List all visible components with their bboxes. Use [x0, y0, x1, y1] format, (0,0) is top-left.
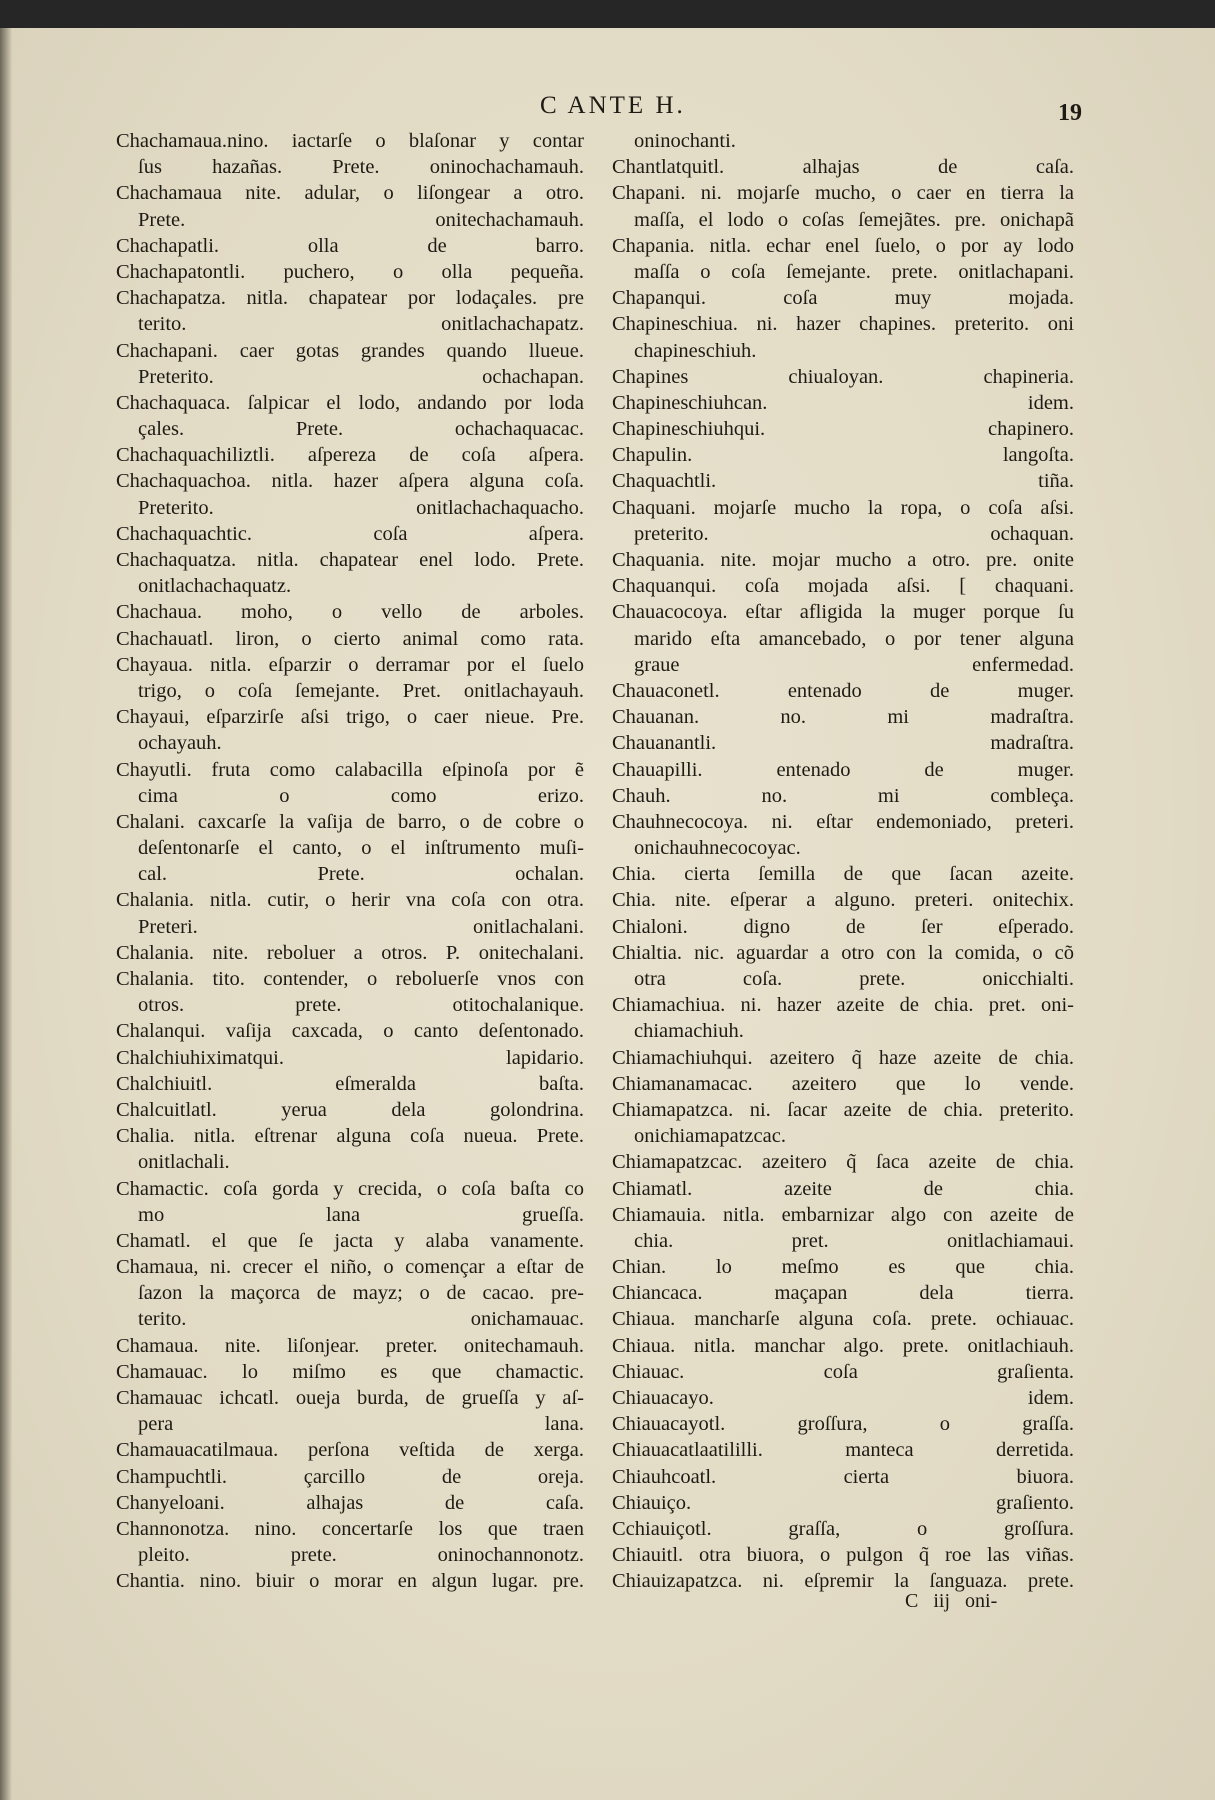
dictionary-entry — [116, 285, 584, 337]
entry-headword-line: Chalchiuitl. eſmeralda baſta. — [116, 1072, 584, 1095]
entry-headword-line: Chiamauia. nitla. embarnizar algo con azeite de — [612, 1203, 1074, 1226]
entry-continuation-line: onichiamapatzcac. — [634, 1125, 786, 1148]
dictionary-entry — [612, 285, 1074, 311]
entry-headword-line: Chachaua. moho, o vello de arboles. — [116, 601, 584, 624]
entry-continuation-line: pera lana. — [138, 1413, 584, 1436]
dictionary-entry — [116, 966, 584, 1018]
entry-headword-line: Chalcuitlatl. yerua dela golondrina. — [116, 1098, 584, 1121]
entry-continuation-line: onitlachachaquatz. — [138, 575, 292, 598]
entry-headword-line: Chalanqui. vaſija caxcada, o canto deſentonado. — [116, 1020, 584, 1043]
dictionary-entry — [612, 154, 1074, 180]
dictionary-entry — [116, 180, 584, 232]
entry-headword-line: Chiamachiua. ni. hazer azeite de chia. pret. oni- — [612, 994, 1074, 1017]
entry-headword-line: Chian. lo meſmo es que chia. — [612, 1256, 1074, 1279]
dictionary-entry — [612, 861, 1074, 887]
scan-top-border — [0, 0, 1215, 28]
entry-continuation-line: çales. Prete. ochachaquacac. — [138, 418, 584, 441]
entry-headword-line: Chauacocoya. eſtar afligida la muger porque ſu — [612, 601, 1074, 624]
entry-continuation-line: Preterito. ochachapan. — [138, 365, 584, 388]
entry-headword-line: Chiauacayotl. groſſura, o graſſa. — [612, 1413, 1074, 1436]
entry-headword-line: Chalania. nite. reboluer a otros. P. onitechalani. — [116, 941, 584, 964]
entry-headword-line: Chamauac. lo miſmo es que chamactic. — [116, 1360, 584, 1383]
dictionary-entry — [612, 730, 1074, 756]
entry-headword-line: Chiauiço. graſiento. — [612, 1491, 1074, 1514]
dictionary-entry — [612, 1385, 1074, 1411]
entry-headword-line: Champuchtli. çarcillo de oreja. — [116, 1465, 584, 1488]
entry-continuation-line: terito. onitlachachapatz. — [138, 313, 584, 336]
entry-headword-line: Chalania. tito. contender, o reboluerſe vnos con — [116, 968, 584, 990]
entry-continuation-line: pleito. prete. oninochannonotz. — [138, 1544, 584, 1567]
dictionary-entry — [116, 626, 584, 652]
dictionary-entry — [116, 887, 584, 939]
dictionary-entry — [116, 1254, 584, 1333]
dictionary-entry — [612, 1542, 1074, 1568]
dictionary-entry — [612, 495, 1074, 547]
entry-headword-line: Chauh. no. mi combleça. — [612, 784, 1074, 807]
dictionary-entry — [612, 809, 1074, 861]
entry-headword-line: Chauanantli. madraſtra. — [612, 732, 1074, 755]
running-head: C ANTE H. — [540, 92, 686, 119]
dictionary-entry — [116, 1228, 584, 1254]
entry-headword-line: Chapani. ni. mojarſe mucho, o caer en tierra la — [612, 182, 1074, 205]
dictionary-entry — [612, 1411, 1074, 1437]
entry-continuation-line: ochayauh. — [138, 732, 222, 755]
dictionary-entry — [612, 128, 1074, 154]
entry-headword-line: Chapineschiuhcan. idem. — [612, 391, 1074, 414]
dictionary-entry — [612, 1306, 1074, 1332]
dictionary-entry — [612, 547, 1074, 573]
dictionary-entry — [116, 233, 584, 259]
entry-headword-line: Chiauacatlaatililli. manteca derretida. — [612, 1439, 1074, 1462]
dictionary-entry — [612, 416, 1074, 442]
dictionary-entry — [612, 757, 1074, 783]
entry-headword-line: Chiamapatzcac. azeitero q̃ ſaca azeite de chia. — [612, 1151, 1074, 1174]
entry-headword-line: Chachaquaca. ſalpicar el lodo, andando por loda — [116, 391, 584, 414]
dictionary-entry — [116, 1123, 584, 1175]
entry-headword-line: Chanyeloani. alhajas de caſa. — [116, 1491, 584, 1514]
entry-headword-line: Chalchiuhiximatqui. lapidario. — [116, 1046, 584, 1069]
entry-headword-line: Chaquania. nite. mojar mucho a otro. pre. onite — [612, 549, 1074, 571]
entry-headword-line: Chamaua, ni. crecer el niño, o començar a eſtar de — [116, 1256, 584, 1279]
entry-continuation-line: graue enfermedad. — [634, 653, 1074, 676]
dictionary-entry — [612, 678, 1074, 704]
dictionary-entry — [612, 1568, 1074, 1594]
dictionary-entry — [116, 704, 584, 756]
entry-continuation-line: chiamachiuh. — [634, 1020, 744, 1043]
entry-headword-line: Chauhnecocoya. ni. eſtar endemoniado, preteri. — [612, 810, 1074, 833]
dictionary-entry — [612, 704, 1074, 730]
dictionary-entry — [116, 1568, 584, 1594]
entry-headword-line: Chachauatl. liron, o cierto animal como rata. — [116, 627, 584, 650]
entry-headword-line: Chiaua. mancharſe alguna coſa. prete. ochiauac. — [612, 1308, 1074, 1331]
entry-continuation-line: otra coſa. prete. onicchialti. — [634, 968, 1074, 990]
dictionary-entry — [612, 599, 1074, 678]
entry-headword-line: Chapulin. langoſta. — [612, 444, 1074, 467]
dictionary-entry — [612, 1464, 1074, 1490]
entry-headword-line: Chiamachiuhqui. azeitero q̃ haze azeite de chia. — [612, 1046, 1074, 1069]
entry-headword-line: Chachapani. caer gotas grandes quando llueue. — [116, 339, 584, 362]
entry-continuation-line: cima o como erizo. — [138, 784, 584, 807]
dictionary-entry — [612, 442, 1074, 468]
entry-continuation-line: chapineschiuh. — [634, 339, 757, 362]
entry-continuation-line: ſus hazañas. Prete. oninochachamauh. — [138, 156, 584, 179]
dictionary-entry — [116, 128, 584, 180]
dictionary-entry — [612, 390, 1074, 416]
dictionary-entry — [116, 599, 584, 625]
dictionary-entry — [116, 390, 584, 442]
dictionary-entry — [116, 1385, 584, 1437]
entry-headword-line: Chamaua. nite. liſonjear. preter. onitechamauh. — [116, 1334, 584, 1357]
entry-headword-line: Chapanqui. coſa muy mojada. — [612, 287, 1074, 310]
entry-continuation-line: ſazon la maçorca de mayz; o de cacao. pre- — [138, 1282, 584, 1305]
dictionary-entry — [612, 914, 1074, 940]
entry-continuation-line: maſſa o coſa ſemejante. prete. onitlachapani. — [634, 260, 1074, 283]
dictionary-entry — [116, 468, 584, 520]
entry-headword-line: Chiaua. nitla. manchar algo. prete. onitlachiauh. — [612, 1334, 1074, 1357]
dictionary-entry — [116, 1045, 584, 1071]
dictionary-entry — [612, 1280, 1074, 1306]
entry-continuation-line: terito. onichamauac. — [138, 1308, 584, 1331]
facing-page-edge — [0, 28, 12, 1800]
entry-continuation-line: chia. pret. onitlachiamaui. — [634, 1229, 1074, 1252]
dictionary-entry — [116, 1464, 584, 1490]
entry-headword-line: Chiamatl. azeite de chia. — [612, 1177, 1074, 1200]
dictionary-entry — [116, 1490, 584, 1516]
entry-continuation-line: maſſa, el lodo o coſas ſemejãtes. pre. onichapã — [634, 208, 1074, 231]
entry-continuation-line: Preterito. onitlachachaquacho. — [138, 496, 584, 519]
entry-headword-line: Chachapatontli. puchero, o olla pequeña. — [116, 260, 584, 283]
entry-continuation-line: deſentonarſe el canto, o el inſtrumento muſi- — [138, 837, 584, 860]
dictionary-entry — [612, 468, 1074, 494]
entry-headword-line: Chiamanamacac. azeitero que lo vende. — [612, 1072, 1074, 1095]
entry-continuation-line: marido eſta amancebado, o por tener alguna — [634, 627, 1074, 650]
signature-catchword-line: C iij oni- — [905, 1590, 998, 1612]
entry-continuation-line: mo lana grueſſa. — [138, 1203, 584, 1226]
dictionary-entry — [116, 757, 584, 809]
entry-continuation-line: preterito. ochaquan. — [634, 522, 1074, 545]
dictionary-entry — [612, 573, 1074, 599]
dictionary-entry — [116, 1176, 584, 1228]
entry-headword-line: Chalia. nitla. eſtrenar alguna coſa nueua. Prete. — [116, 1125, 584, 1148]
dictionary-entry — [612, 1097, 1074, 1149]
dictionary-entry — [612, 1490, 1074, 1516]
dictionary-entry — [612, 180, 1074, 232]
entry-headword-line: Chia. nite. eſperar a alguno. preteri. onitechix. — [612, 889, 1074, 912]
entry-headword-line: Chialoni. digno de ſer eſperado. — [612, 915, 1074, 938]
entry-headword-line: Chauapilli. entenado de muger. — [612, 758, 1074, 781]
entry-headword-line: Chayaua. nitla. eſparzir o derramar por el ſuelo — [116, 653, 584, 676]
dictionary-entry — [612, 1359, 1074, 1385]
entry-headword-line: Chapania. nitla. echar enel ſuelo, o por ay lodo — [612, 234, 1074, 257]
entry-headword-line: Chiauac. coſa graſienta. — [612, 1360, 1074, 1383]
entry-headword-line: Chiauacayo. idem. — [612, 1387, 1074, 1409]
entry-headword-line: Chamauac ichcatl. oueja burda, de grueſſa y aſ- — [116, 1387, 584, 1409]
dictionary-entry — [612, 233, 1074, 285]
dictionary-entry — [612, 1071, 1074, 1097]
dictionary-entry — [116, 1437, 584, 1463]
entry-headword-line: Chapineschiua. ni. hazer chapines. preterito. oni — [612, 313, 1074, 336]
dictionary-entry — [116, 1018, 584, 1044]
dictionary-entry — [612, 1149, 1074, 1175]
entry-headword-line: Chalania. nitla. cutir, o herir vna coſa con otra. — [116, 889, 584, 912]
entry-headword-line: Chaquachtli. tiña. — [612, 470, 1074, 493]
entry-headword-line: Chamauacatilmaua. perſona veſtida de xerga. — [116, 1439, 584, 1462]
dictionary-entry — [116, 809, 584, 888]
entry-headword-line: Chiauhcoatl. cierta biuora. — [612, 1465, 1074, 1488]
entry-headword-line: Chachapatli. olla de barro. — [116, 234, 584, 257]
entry-headword-line: Chaquanqui. coſa mojada aſsi. [ chaquani. — [612, 575, 1074, 598]
entry-headword-line: Chamactic. coſa gorda y crecida, o coſa baſta co — [116, 1177, 584, 1200]
dictionary-entry — [116, 521, 584, 547]
entry-headword-line: Cchiauiçotl. graſſa, o groſſura. — [612, 1517, 1074, 1540]
entry-headword-line: Chiancaca. maçapan dela tierra. — [612, 1282, 1074, 1305]
entry-continuation-line: trigo, o coſa ſemejante. Pret. onitlachayauh. — [138, 679, 584, 702]
entry-headword-line: Chachaquachiliztli. aſpereza de coſa aſpera. — [116, 444, 584, 467]
entry-headword-line: Chauanan. no. mi madraſtra. — [612, 706, 1074, 729]
entry-headword-line: Channonotza. nino. concertarſe los que traen — [116, 1517, 584, 1540]
entry-headword-line: Chaquani. mojarſe mucho la ropa, o coſa aſsi. — [612, 496, 1074, 519]
entry-headword-line: Chiauizapatzca. ni. eſpremir la ſanguaza. prete. — [612, 1570, 1074, 1593]
entry-headword-line: Chapineschiuhqui. chapinero. — [612, 418, 1074, 441]
entry-headword-line: Chachamaua.nino. iactarſe o blaſonar y contar — [116, 130, 584, 152]
entry-headword-line: Chiamapatzca. ni. ſacar azeite de chia. preterito. — [612, 1098, 1074, 1121]
right-column — [612, 128, 1074, 1595]
dictionary-entry — [116, 1359, 584, 1385]
entry-headword-line: Chachaquachoa. nitla. hazer aſpera alguna coſa. — [116, 470, 584, 493]
dictionary-entry — [116, 442, 584, 468]
entry-headword-line: Chachaquachtic. coſa aſpera. — [116, 522, 584, 545]
entry-headword-line: Chauaconetl. entenado de muger. — [612, 679, 1074, 702]
dictionary-entry — [612, 783, 1074, 809]
entry-headword-line: Chachaquatza. nitla. chapatear enel lodo. Prete. — [116, 549, 584, 571]
entry-continuation-line: cal. Prete. ochalan. — [138, 863, 584, 886]
dictionary-entry — [612, 887, 1074, 913]
dictionary-entry — [612, 1202, 1074, 1254]
dictionary-entry — [116, 1097, 584, 1123]
entry-headword-line: Chayutli. fruta como calabacilla eſpinoſa por ẽ — [116, 758, 584, 781]
dictionary-entry — [116, 1333, 584, 1359]
entry-headword-line: Chayaui, eſparzirſe aſsi trigo, o caer nieue. Pre. — [116, 706, 584, 729]
dictionary-entry — [612, 1045, 1074, 1071]
entry-continuation-line: oninochanti. — [634, 130, 736, 152]
dictionary-entry — [612, 940, 1074, 992]
left-column — [116, 128, 584, 1595]
dictionary-entry — [612, 311, 1074, 363]
dictionary-entry — [612, 1176, 1074, 1202]
dictionary-entry — [612, 1437, 1074, 1463]
dictionary-entry — [116, 259, 584, 285]
page-number: 19 — [1058, 100, 1082, 126]
entry-headword-line: Chialtia. nic. aguardar a otro con la comida, o cõ — [612, 941, 1074, 964]
dictionary-entry — [116, 338, 584, 390]
entry-headword-line: Chapines chiualoyan. chapineria. — [612, 365, 1074, 388]
entry-headword-line: Chamatl. el que ſe jacta y alaba vanamente. — [116, 1229, 584, 1252]
entry-headword-line: Chia. cierta ſemilla de que ſacan azeite. — [612, 863, 1074, 886]
entry-continuation-line: otros. prete. otitochalanique. — [138, 994, 584, 1017]
dictionary-entry — [612, 364, 1074, 390]
entry-headword-line: Chachapatza. nitla. chapatear por lodaçales. pre — [116, 287, 584, 310]
entry-continuation-line: onitlachali. — [138, 1151, 230, 1174]
dictionary-entry — [612, 1254, 1074, 1280]
dictionary-entry — [116, 1516, 584, 1568]
dictionary-entry — [612, 992, 1074, 1044]
entry-headword-line: Chiauitl. otra biuora, o pulgon q̃ roe las viñas. — [612, 1544, 1074, 1567]
entry-headword-line: Chalani. caxcarſe la vaſija de barro, o de cobre o — [116, 810, 584, 833]
dictionary-entry — [116, 1071, 584, 1097]
entry-headword-line: Chantlatquitl. alhajas de caſa. — [612, 156, 1074, 179]
dictionary-entry — [612, 1333, 1074, 1359]
dictionary-entry — [116, 652, 584, 704]
entry-continuation-line: onichauhnecocoyac. — [634, 837, 801, 860]
entry-headword-line: Chachamaua nite. adular, o liſongear a otro. — [116, 182, 584, 205]
dictionary-entry — [612, 1516, 1074, 1542]
dictionary-entry — [116, 940, 584, 966]
dictionary-entry — [116, 547, 584, 599]
entry-continuation-line: Prete. onitechachamauh. — [138, 208, 584, 231]
entry-continuation-line: Preteri. onitlachalani. — [138, 915, 584, 938]
entry-headword-line: Chantia. nino. biuir o morar en algun lugar. pre. — [116, 1570, 584, 1593]
